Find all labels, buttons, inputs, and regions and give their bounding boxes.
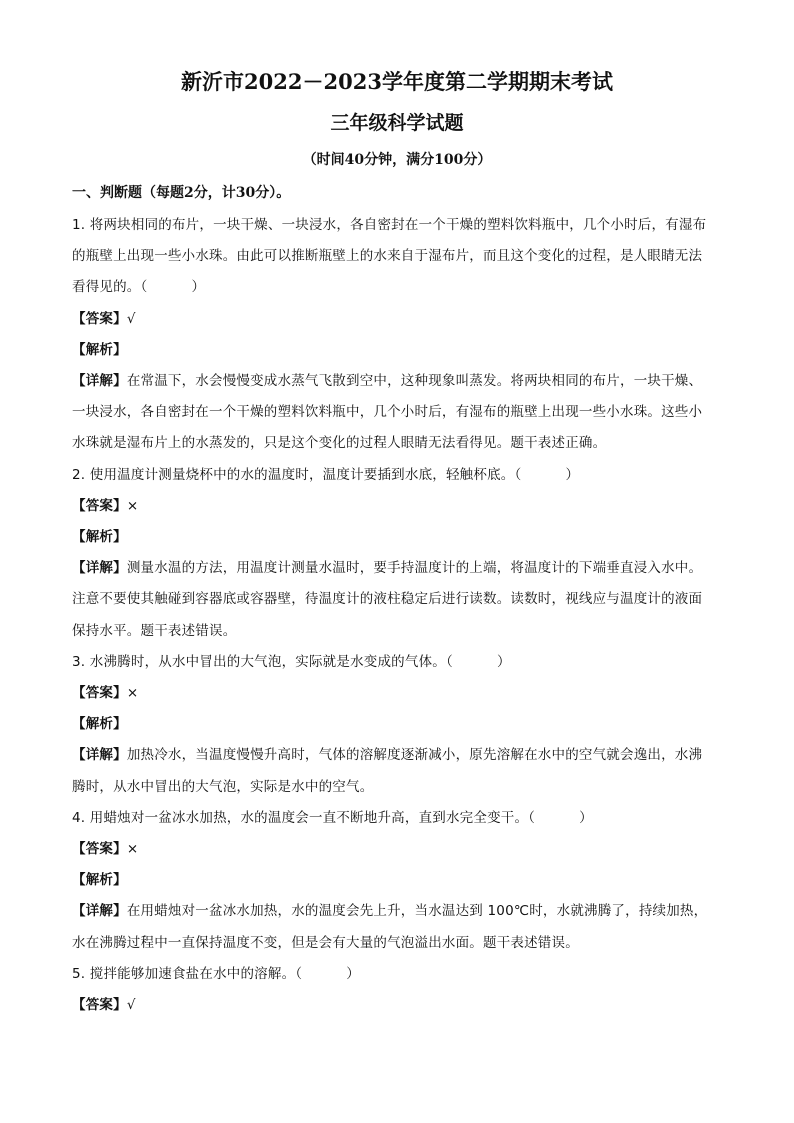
detail-line: 一块浸水，各自密封在一个干燥的塑料饮料瓶中，几个小时后，有湿布的瓶壁上出现一些小水珠。这些小: [72, 404, 703, 421]
analysis-label: 【解析】: [72, 716, 127, 733]
question-2: [72, 460, 720, 647]
detail-label: 【详解】: [72, 747, 127, 764]
question-stem-line: 3. 水沸腾时，从水中冒出的大气泡，实际就是水变成的气体。（ ）: [72, 653, 511, 670]
answer-value: √: [126, 997, 136, 1014]
answer-value: √: [126, 310, 136, 327]
detail-line: 【详解】加热冷水，当温度慢慢升高时，气体的溶解度逐渐减小，原先溶解在水中的空气就会逸出，水沸: [72, 747, 703, 764]
question-stem-line: 2. 使用温度计测量烧杯中的水的温度时，温度计要插到水底，轻触杯底。（ ）: [72, 466, 580, 483]
question-stem-line: 的瓶壁上出现一些小水珠。由此可以推断瓶壁上的水来自于湿布片，而且这个变化的过程，是人眼睛无法: [72, 248, 703, 265]
exam-content: [72, 180, 720, 1021]
analysis-line: [72, 522, 720, 553]
detail-label: 【详解】: [72, 903, 127, 920]
analysis-line: [72, 865, 720, 896]
detail-line: 【详解】在常温下，水会慢慢变成水蒸气飞散到空中，这种现象叫蒸发。将两块相同的布片，一块干燥、: [72, 373, 703, 390]
answer-label: 【答案】: [72, 997, 127, 1014]
question-stem-line: 4. 用蜡烛对一盆冰水加热，水的温度会一直不断地升高，直到水完全变干。（ ）: [72, 809, 593, 826]
detail-line: 保持水平。题干表述错误。: [72, 622, 237, 639]
detail-line: 【详解】在用蜡烛对一盆冰水加热，水的温度会先上升，当水温达到 100℃时，水就沸腾了，持续加热，: [72, 903, 708, 920]
exam-title: 新沂市2022－2023学年度第二学期期末考试: [181, 69, 613, 94]
question-stem-line: 1. 将两块相同的布片，一块干燥、一块浸水，各自密封在一个干燥的塑料饮料瓶中，几个小时后，有湿布: [72, 217, 707, 233]
exam-time-note: （时间40分钟，满分100分）: [302, 152, 492, 168]
answer-label: 【答案】: [72, 685, 127, 702]
answer-label: 【答案】: [72, 841, 127, 858]
close-paren: ）: [191, 279, 206, 296]
analysis-label: 【解析】: [72, 341, 127, 358]
analysis-label: 【解析】: [72, 872, 127, 889]
answer-line: [72, 990, 720, 1021]
detail-label: 【详解】: [72, 373, 127, 390]
question-3: [72, 647, 720, 803]
answer-label: 【答案】: [72, 310, 127, 327]
analysis-line: [72, 709, 720, 740]
detail-line: 水在沸腾过程中一直保持温度不变，但是会有大量的气泡溢出水面。题干表述错误。: [72, 934, 579, 951]
detail-line: 注意不要使其触碰到容器底或容器壁，待温度计的液柱稳定后进行读数。读数时，视线应与温度计的液面: [72, 591, 703, 608]
answer-line: [72, 834, 720, 865]
open-paren: （: [140, 279, 148, 296]
answer-value: ×: [126, 685, 139, 702]
detail-label: 【详解】: [72, 560, 127, 577]
question-4: [72, 803, 720, 959]
detail-line: 腾时，从水中冒出的大气泡，实际是水中的空气。: [72, 778, 374, 795]
analysis-label: 【解析】: [72, 529, 127, 546]
section-heading: 一、判断题（每题2分，计30分）。: [72, 185, 291, 201]
answer-value: ×: [126, 841, 139, 858]
answer-line: [72, 678, 720, 709]
question-stem-line: 看得见的。（ ）: [72, 279, 206, 296]
question-5: [72, 959, 720, 1021]
answer-line: [72, 304, 720, 335]
answer-value: ×: [126, 497, 139, 514]
exam-subtitle: 三年级科学试题: [330, 112, 464, 134]
answer-line: [72, 491, 720, 522]
answer-label: 【答案】: [72, 497, 127, 514]
detail-line: 水珠就是湿布片上的水蒸发的，只是这个变化的过程人眼睛无法看得见。题干表述正确。: [72, 435, 607, 452]
question-1: [72, 210, 720, 460]
analysis-line: [72, 335, 720, 366]
question-stem-line: 5. 搅拌能够加速食盐在水中的溶解。（ ）: [72, 965, 360, 982]
detail-line: 【详解】测量水温的方法，用温度计测量水温时，要手持温度计的上端，将温度计的下端垂直浸入水中。: [72, 560, 703, 577]
